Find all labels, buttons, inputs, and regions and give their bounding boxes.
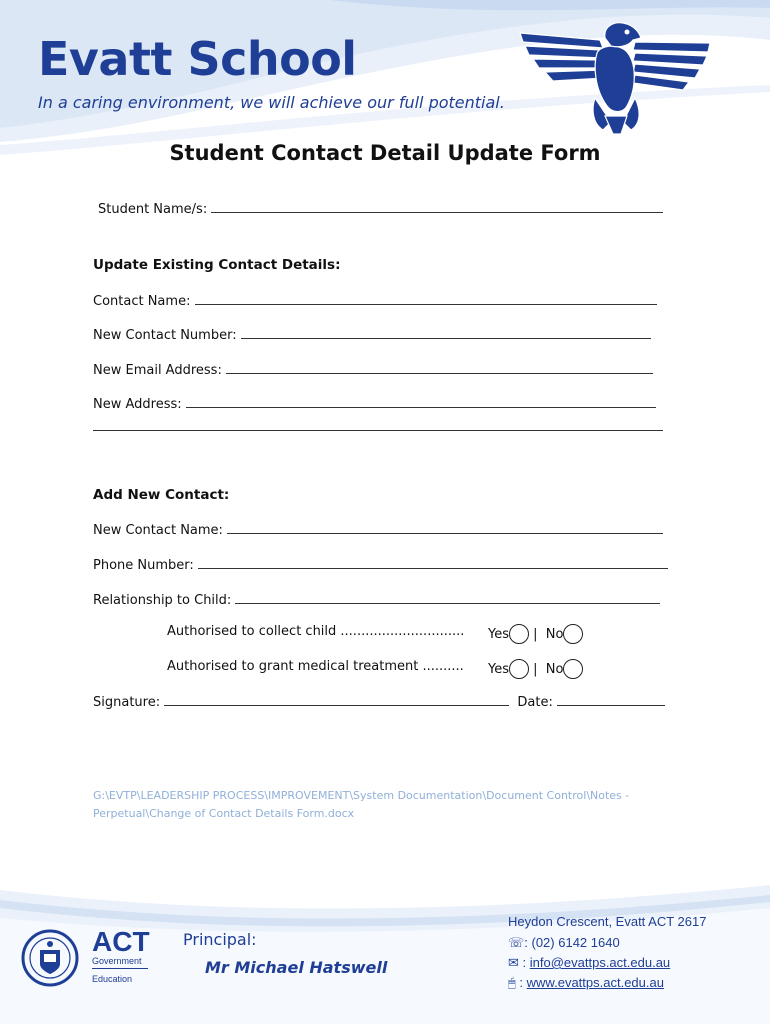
act-crest-icon — [20, 928, 82, 988]
school-tagline: In a caring environment, we will achieve our full potential. — [38, 93, 505, 112]
collect-child-label: Authorised to collect child .............................. — [167, 624, 465, 639]
form-title: Student Contact Detail Update Form — [169, 141, 601, 165]
phone-row — [508, 935, 620, 951]
new-contact-name-row — [93, 521, 663, 538]
new-contact-number-row — [93, 326, 651, 343]
new-email-label: New Email Address: — [93, 363, 222, 378]
signature-field[interactable] — [164, 693, 509, 706]
student-names-label: Student Name/s: — [98, 202, 208, 217]
email-row — [508, 955, 670, 971]
school-name: Evatt School — [38, 32, 357, 86]
act-education-text: Education — [92, 974, 133, 984]
signature-label: Signature: — [93, 695, 161, 710]
principal-label: Principal: — [183, 930, 257, 949]
collect-no-radio[interactable] — [563, 624, 583, 644]
student-names-field[interactable] — [211, 200, 663, 213]
envelope-icon: ✉ : — [508, 955, 527, 970]
relationship-label: Relationship to Child: — [93, 593, 232, 608]
new-address-label: New Address: — [93, 397, 182, 412]
new-address-field-line-2[interactable] — [93, 430, 663, 431]
collect-yes-radio[interactable] — [509, 624, 529, 644]
new-contact-name-field[interactable] — [227, 521, 663, 534]
medical-no-label: No — [545, 662, 564, 677]
email-link[interactable]: info@evattps.act.edu.au — [529, 955, 671, 970]
collect-child-options — [488, 624, 583, 644]
new-contact-number-label: New Contact Number: — [93, 328, 237, 343]
student-names-row — [98, 200, 663, 217]
contact-name-row — [93, 292, 657, 309]
school-address: Heydon Crescent, Evatt ACT 2617 — [508, 914, 707, 929]
relationship-row — [93, 591, 660, 608]
website-link[interactable]: www.evattps.act.edu.au — [526, 975, 664, 990]
mouse-icon: 🖱 : — [508, 975, 524, 990]
signature-row — [93, 693, 665, 710]
contact-name-field[interactable] — [195, 292, 657, 305]
collect-separator: | — [533, 627, 538, 642]
new-email-field[interactable] — [226, 361, 653, 374]
date-label: Date: — [517, 695, 553, 710]
website-row — [508, 975, 664, 991]
contact-name-label: Contact Name: — [93, 294, 191, 309]
medical-yes-radio[interactable] — [509, 659, 529, 679]
new-contact-number-field[interactable] — [241, 326, 651, 339]
principal-name: Mr Michael Hatswell — [205, 958, 388, 977]
phone-icon: ☏: — [508, 935, 528, 950]
document-path: G:\EVTP\LEADERSHIP PROCESS\IMPROVEMENT\System Documentation\Document Control\Notes - Perpetual\Change of Contact Details Form.docx — [93, 789, 630, 820]
new-contact-name-label: New Contact Name: — [93, 523, 223, 538]
act-logo-divider — [92, 968, 148, 969]
medical-separator: | — [533, 662, 538, 677]
medical-yes-label: Yes — [488, 662, 509, 677]
collect-yes-label: Yes — [488, 627, 509, 642]
act-government-text: Government — [92, 956, 142, 966]
medical-label: Authorised to grant medical treatment .......... — [167, 659, 464, 674]
phone-number-label: Phone Number: — [93, 558, 194, 573]
relationship-field[interactable] — [235, 591, 660, 604]
phone-number-field[interactable] — [198, 556, 668, 569]
phone-number-row — [93, 556, 668, 573]
add-section-heading: Add New Contact: — [93, 487, 230, 503]
act-logo-text: ACT — [92, 926, 150, 957]
collect-no-label: No — [545, 627, 564, 642]
medical-options — [488, 659, 583, 679]
medical-no-radio[interactable] — [563, 659, 583, 679]
phone-number: (02) 6142 1640 — [531, 935, 620, 950]
new-email-row — [93, 361, 653, 378]
update-section-heading: Update Existing Contact Details: — [93, 257, 341, 273]
eagle-logo-icon — [515, 18, 715, 136]
new-address-row — [93, 395, 656, 412]
new-address-field[interactable] — [186, 395, 656, 408]
date-field[interactable] — [557, 693, 665, 706]
